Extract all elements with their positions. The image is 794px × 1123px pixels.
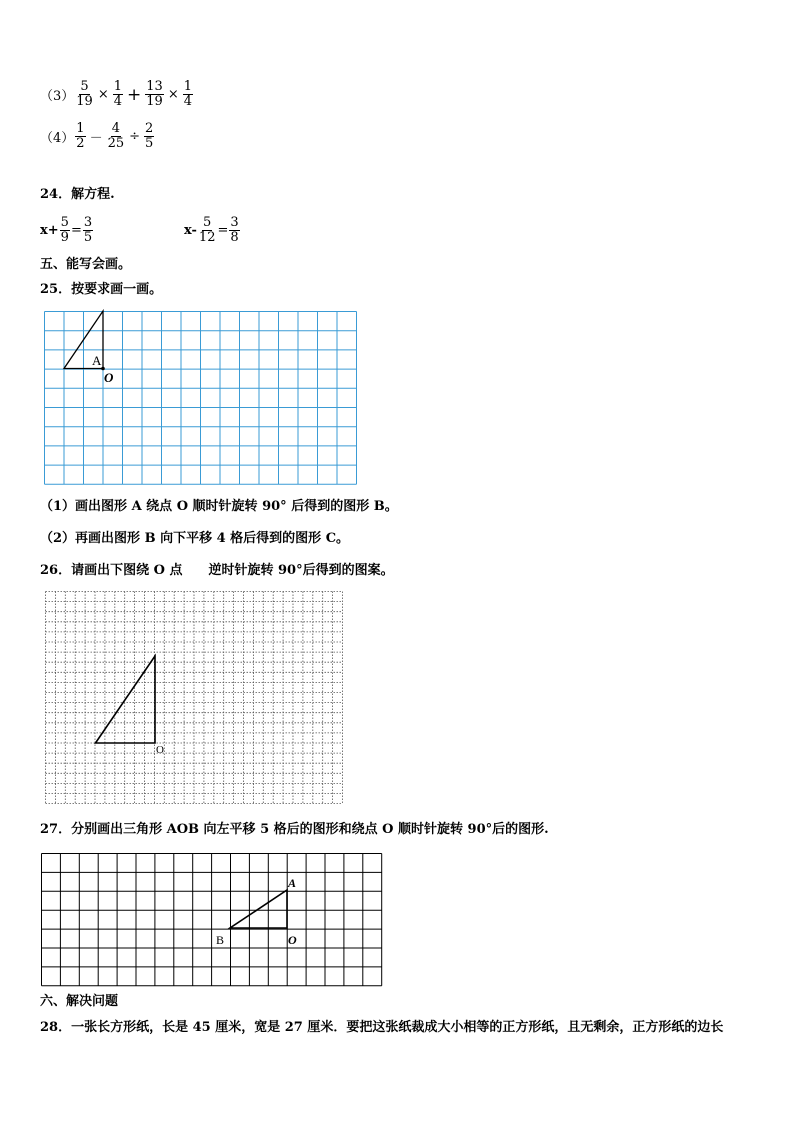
equation-lhs: x- <box>184 223 197 238</box>
grid-26 <box>44 590 346 806</box>
expression-q4 <box>40 122 155 151</box>
operator: － <box>89 131 103 146</box>
fraction: $\frac{2}{5}$ <box>145 121 154 151</box>
expression-q3 <box>40 80 194 109</box>
fraction: $\frac{4}{25}$ <box>107 121 125 151</box>
equation-lhs: x+ <box>40 223 59 238</box>
question-27-title: 27．分别画出三角形 AOB 向左平移 5 格后的图形和绕点 O 顺时针旋转 90°后的图形. <box>40 822 549 837</box>
label-o: O <box>104 370 114 385</box>
fraction: $\frac{3}{8}$ <box>230 215 239 245</box>
fraction: $\frac{1}{4}$ <box>183 79 192 109</box>
fraction: $\frac{5}{19}$ <box>76 79 93 109</box>
label-o: O <box>288 933 297 947</box>
grid-25 <box>42 309 360 487</box>
question-25-sub-2: （2）再画出图形 B 向下平移 4 格后得到的图形 C。 <box>40 531 350 546</box>
fraction: $\frac{13}{19}$ <box>146 79 163 109</box>
triangle-aob <box>230 890 287 928</box>
expression-label: （4） <box>40 131 75 146</box>
operator: × <box>97 87 109 102</box>
label-o: O <box>156 744 164 756</box>
fraction: $\frac{5}{9}$ <box>60 215 69 245</box>
question-25-sub-1: （1）画出图形 A 绕点 O 顺时针旋转 90° 后得到的图形 B。 <box>40 499 398 514</box>
expression-label: （3） <box>40 89 75 104</box>
fraction: $\frac{1}{4}$ <box>113 79 123 109</box>
equals-sign: = <box>217 223 229 238</box>
section-5-heading: 五、能写会画。 <box>40 257 132 272</box>
grid-27 <box>40 852 384 988</box>
label-a: A <box>92 353 102 368</box>
question-28-title: 28．一张长方形纸，长是 45 厘米，宽是 27 厘米．要把这张纸裁成大小相等的正方形纸，且无剩余，正方形纸的边长 <box>40 1020 724 1035</box>
triangle-figure <box>96 656 156 743</box>
fraction: $\frac{3}{5}$ <box>83 215 93 245</box>
equation-1 <box>40 216 94 245</box>
label-b: B <box>216 933 225 947</box>
equation-2 <box>184 216 241 245</box>
operator: × <box>167 87 179 102</box>
label-a: A <box>288 876 297 890</box>
question-25-title: 25．按要求画一画。 <box>40 282 163 297</box>
operator: + <box>127 84 142 105</box>
equals-sign: = <box>70 223 82 238</box>
question-24-title: 24．解方程. <box>40 187 115 202</box>
fraction: $\frac{1}{2}$ <box>76 121 85 151</box>
section-6-heading: 六、解决问题 <box>40 994 119 1009</box>
fraction: $\frac{5}{12}$ <box>198 215 216 245</box>
question-26-title: 26．请画出下图绕 O 点 逆时针旋转 90°后得到的图案。 <box>40 563 394 578</box>
operator: ÷ <box>129 129 141 144</box>
